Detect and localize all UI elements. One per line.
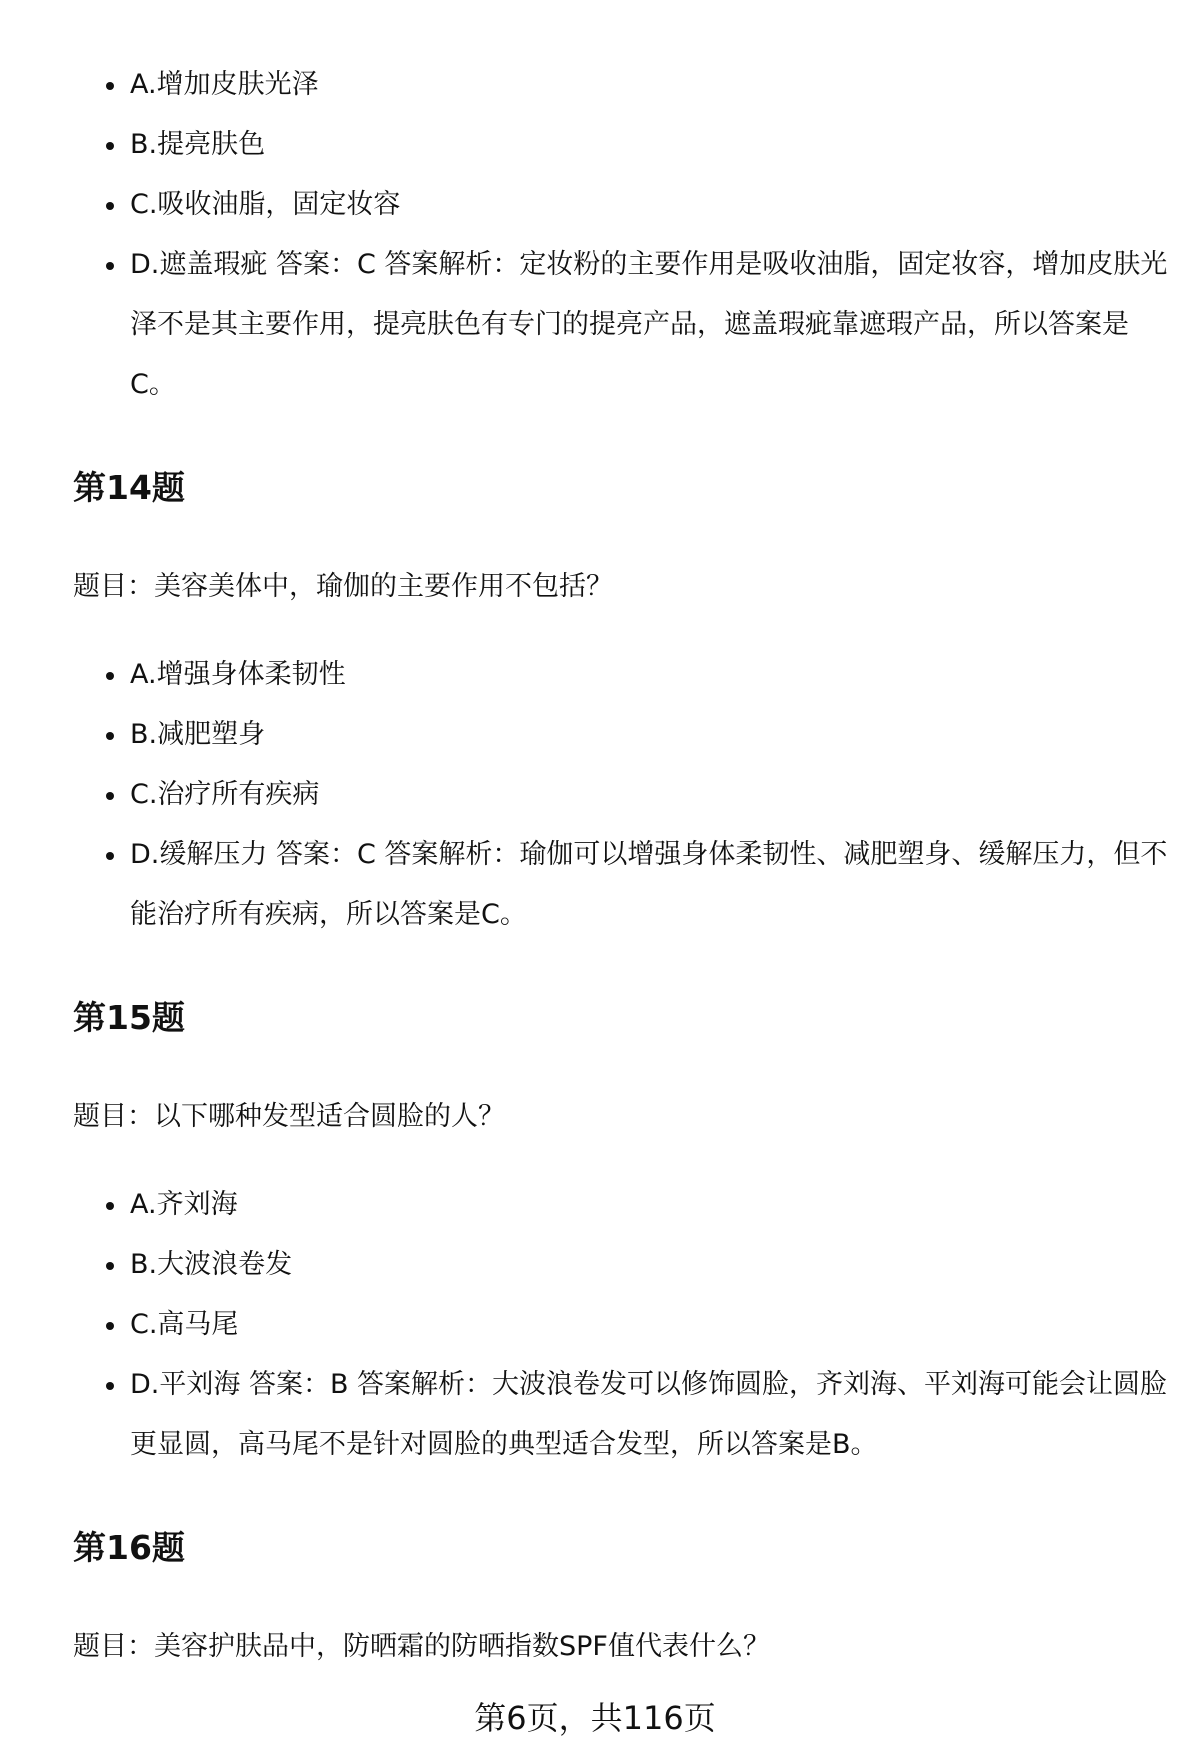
option-15-d: D.平刘海 答案：B 答案解析：大波浪卷发可以修饰圆脸，齐刘海、平刘海可能会让圆脸更显圆，高马尾不是针对圆脸的典型适合发型，所以答案是B。 (130, 1355, 1170, 1475)
question-heading-15: 第15题 (73, 998, 185, 1037)
option-14-d: D.缓解压力 答案：C 答案解析：瑜伽可以增强身体柔韧性、减肥塑身、缓解压力，但不能治疗所有疾病，所以答案是C。 (130, 825, 1170, 945)
option-13-b: B.提亮肤色 (130, 115, 1170, 175)
page-footer: 第6页，共116页 (474, 1699, 716, 1737)
option-14-b: B.减肥塑身 (130, 705, 1170, 765)
option-15-c: C.高马尾 (130, 1295, 1170, 1355)
option-14-c: C.治疗所有疾病 (130, 765, 1170, 825)
option-13-a: A.增加皮肤光泽 (130, 55, 1170, 115)
option-13-d: D.遮盖瑕疵 答案：C 答案解析：定妆粉的主要作用是吸收油脂，固定妆容，增加皮肤光泽不是其主要作用，提亮肤色有专门的提亮产品，遮盖瑕疵靠遮瑕产品，所以答案是C。 (130, 235, 1170, 415)
question-text-16: 题目：美容护肤品中，防晒霜的防晒指数SPF值代表什么？ (73, 1631, 770, 1662)
option-15-b: B.大波浪卷发 (130, 1235, 1170, 1295)
question-heading-14: 第14题 (73, 468, 185, 507)
question-text-14: 题目：美容美体中，瑜伽的主要作用不包括？ (73, 571, 613, 602)
question-heading-16: 第16题 (73, 1528, 185, 1567)
option-14-a: A.增强身体柔韧性 (130, 645, 1170, 705)
question-text-15: 题目：以下哪种发型适合圆脸的人？ (73, 1101, 505, 1132)
option-13-c: C.吸收油脂，固定妆容 (130, 175, 1170, 235)
option-15-a: A.齐刘海 (130, 1175, 1170, 1235)
